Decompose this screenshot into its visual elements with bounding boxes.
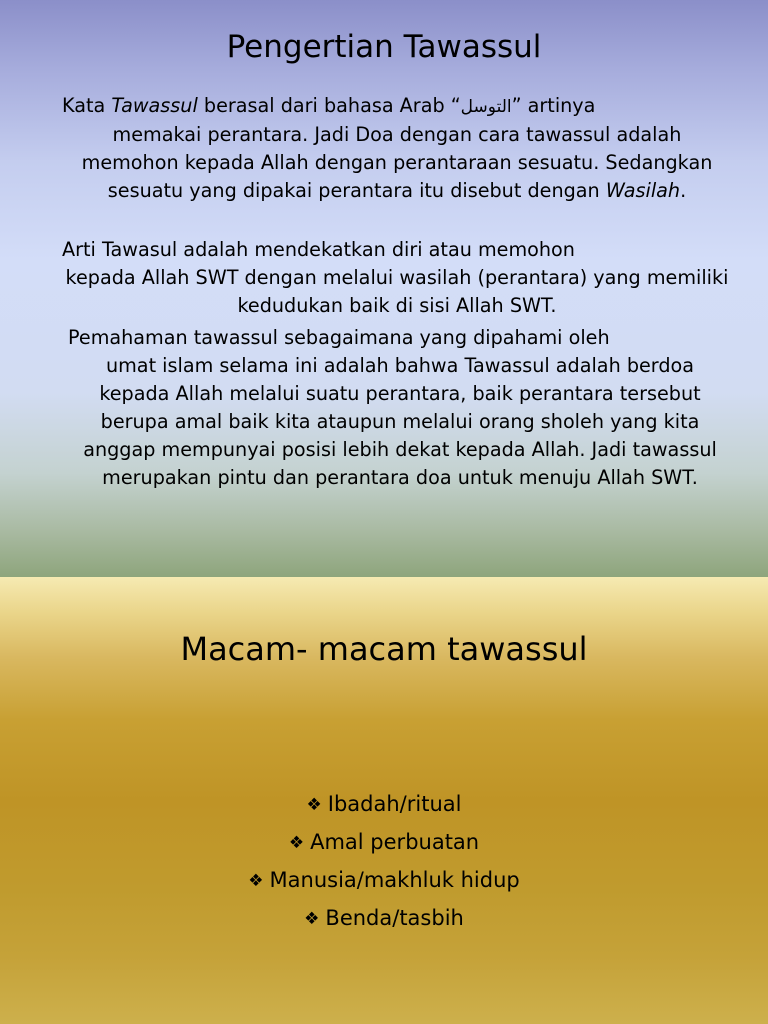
diamond-bullet-icon: ❖ <box>288 833 305 853</box>
paragraph-continuation: memakai perantara. Jadi Doa dengan cara tawassul adalah memohon kepada Allah dengan perantaraan sesuatu. Sedangkan sesuatu yang dipakai perantara itu disebut dengan <box>81 123 713 202</box>
list-item-label: Ibadah/ritual <box>327 792 462 816</box>
list-item <box>0 862 768 900</box>
list-item-label: Amal perbuatan <box>310 830 480 854</box>
text-lead: Kata <box>62 94 112 117</box>
text-mid: berasal dari bahasa Arab “ <box>197 94 461 117</box>
paragraph-first-line: Arti Tawasul adalah mendekatkan diri atau memohon <box>62 238 575 261</box>
paragraph-definition <box>62 92 732 205</box>
arabic-word: التوسل <box>460 97 512 117</box>
list-item-label: Benda/tasbih <box>325 906 464 930</box>
paragraph-continuation: kepada Allah SWT dengan melalui wasilah (perantara) yang memiliki kedudukan baik di sisi Allah SWT. <box>65 266 729 317</box>
list-item <box>0 900 768 938</box>
diamond-bullet-icon: ❖ <box>306 795 322 815</box>
text-rest: ” artinya <box>511 94 596 117</box>
diamond-bullet-icon: ❖ <box>248 871 264 891</box>
list-item <box>0 824 768 862</box>
section-title-pengertian: Pengertian Tawassul <box>226 29 542 65</box>
diamond-bullet-icon: ❖ <box>304 909 320 929</box>
paragraph-understanding <box>68 324 732 492</box>
paragraph-first-line: Pemahaman tawassul sebagaimana yang dipahami oleh <box>68 326 610 349</box>
list-item <box>0 786 768 824</box>
paragraph-first-line <box>62 92 732 121</box>
term-tawassul: Tawassul <box>111 94 198 117</box>
text-end: . <box>680 179 687 202</box>
tawassul-types-list <box>0 786 768 938</box>
paragraph-meaning <box>62 236 732 320</box>
paragraph-continuation: umat islam selama ini adalah bahwa Tawassul adalah berdoa kepada Allah melalui suatu perantara, baik perantara tersebut berupa amal baik kita ataupun melalui orang sholeh yang kita anggap mempunyai posisi lebih dekat kepada Allah. Jadi tawassul merupakan pintu dan perantara doa untuk menuju Allah SWT. <box>83 354 717 489</box>
list-item-label: Manusia/makhluk hidup <box>269 868 520 892</box>
section-title-macam: Macam- macam tawassul <box>180 630 588 668</box>
term-wasilah: Wasilah <box>605 179 681 202</box>
